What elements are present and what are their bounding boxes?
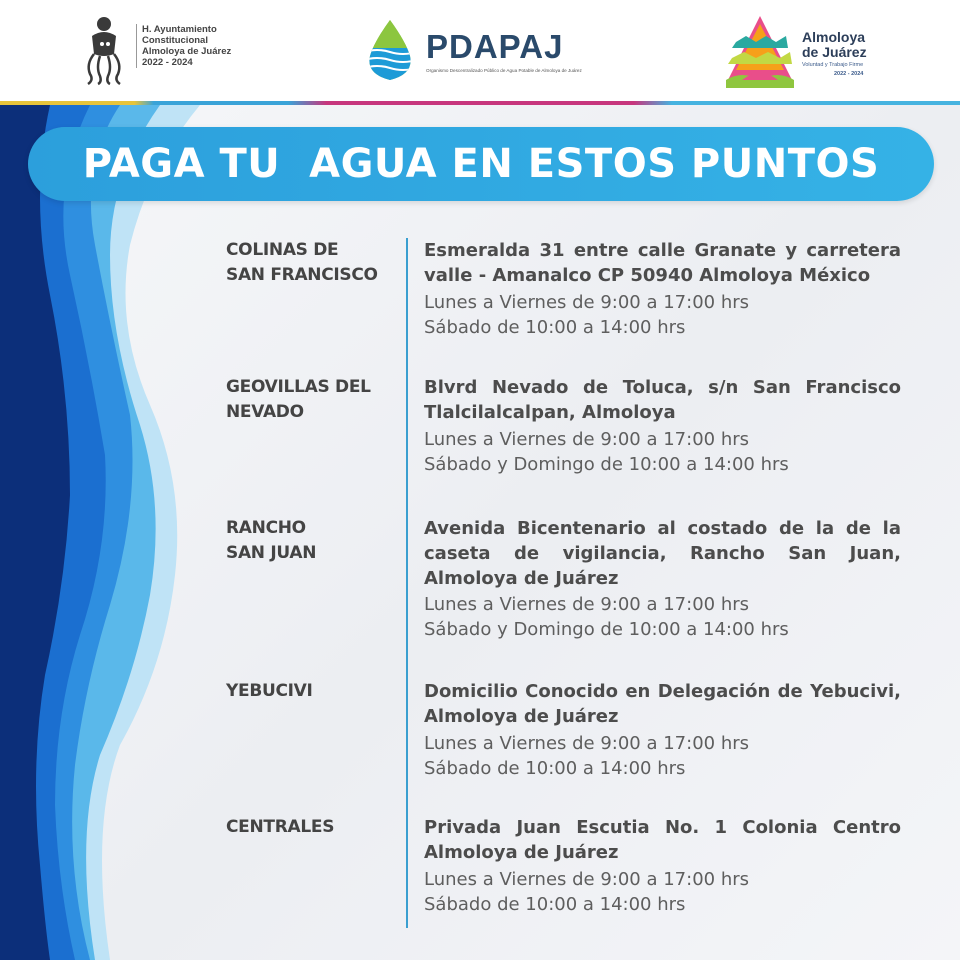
location-name [226, 679, 404, 704]
ayuntamiento-text [136, 24, 266, 68]
location-name [226, 516, 404, 566]
wave-decoration [0, 105, 260, 960]
ayuntamiento-logo [78, 14, 258, 90]
location-address: Blvrd Nevado de Toluca, s/n San Francisco Tlalcilalcalpan, Almoloya [424, 377, 901, 423]
hours-line: Sábado de 10:00 a 14:00 hrs [424, 316, 686, 338]
location-name-line: SAN JUAN [226, 543, 317, 563]
hours-line: Sábado y Domingo de 10:00 a 14:00 hrs [424, 618, 789, 640]
gov-line: Constitucional [142, 35, 208, 46]
location-name [226, 238, 404, 288]
gov-line: 2022 - 2024 [142, 57, 193, 68]
location-name-line: COLINAS DE [226, 240, 339, 260]
hours-line: Sábado y Domingo de 10:00 a 14:00 hrs [424, 453, 789, 475]
header [0, 0, 960, 102]
banner-title: PAGA TU AGUA EN ESTOS PUNTOS [82, 141, 880, 187]
gov-line: Almoloya de Juárez [142, 46, 232, 57]
location-hours [424, 868, 901, 917]
pdapaj-logo [364, 18, 604, 84]
water-drop-icon [364, 18, 416, 82]
location-hours [424, 428, 901, 477]
title-banner [28, 127, 934, 201]
almoloya-name-line: de Juárez [802, 44, 867, 60]
location-hours [424, 291, 901, 340]
location-address: Domicilio Conocido en Delegación de Yebucivi, Almoloya de Juárez [424, 681, 901, 727]
pdapaj-title: PDAPAJ [426, 28, 564, 65]
hours-line: Sábado de 10:00 a 14:00 hrs [424, 757, 686, 779]
location-name [226, 815, 404, 840]
gov-line: H. Ayuntamiento [142, 24, 217, 35]
location-name-line: RANCHO [226, 518, 306, 538]
pdapaj-subtitle: Organismo Descentralizado Público de Agua Potable de Almoloya de Juárez [426, 68, 582, 73]
location-name-line: CENTRALES [226, 817, 335, 837]
almoloya-mountain-icon [722, 14, 798, 90]
location-name-line: GEOVILLAS DEL [226, 377, 371, 397]
hours-line: Lunes a Viernes de 9:00 a 17:00 hrs [424, 292, 750, 313]
hours-line: Lunes a Viernes de 9:00 a 17:00 hrs [424, 594, 750, 615]
location-name-line: SAN FRANCISCO [226, 265, 378, 285]
vertical-divider [406, 238, 408, 928]
hours-line: Sábado de 10:00 a 14:00 hrs [424, 893, 686, 915]
almoloya-logo [722, 14, 912, 92]
almoloya-tagline: Voluntad y Trabajo Firme [802, 62, 864, 68]
location-address: Avenida Bicentenario al costado de la de la caseta de vigilancia, Rancho San Juan, Almoloya de Juárez [424, 518, 901, 589]
octopus-emblem-icon [78, 14, 130, 86]
almoloya-years: 2022 - 2024 [834, 71, 864, 77]
location-hours [424, 593, 901, 642]
location-name-line: YEBUCIVI [226, 681, 313, 701]
hours-line: Lunes a Viernes de 9:00 a 17:00 hrs [424, 429, 750, 450]
hours-line: Lunes a Viernes de 9:00 a 17:00 hrs [424, 733, 750, 754]
location-hours [424, 732, 901, 781]
location-address: Esmeralda 31 entre calle Granate y carretera valle - Amanalco CP 50940 Almoloya México [424, 240, 901, 286]
location-name [226, 375, 404, 425]
almoloya-name-line: Almoloya [802, 29, 866, 45]
location-address: Privada Juan Escutia No. 1 Colonia Centro Almoloya de Juárez [424, 817, 901, 863]
almoloya-name [802, 30, 912, 60]
location-name-line: NEVADO [226, 402, 304, 422]
hours-line: Lunes a Viernes de 9:00 a 17:00 hrs [424, 869, 750, 890]
